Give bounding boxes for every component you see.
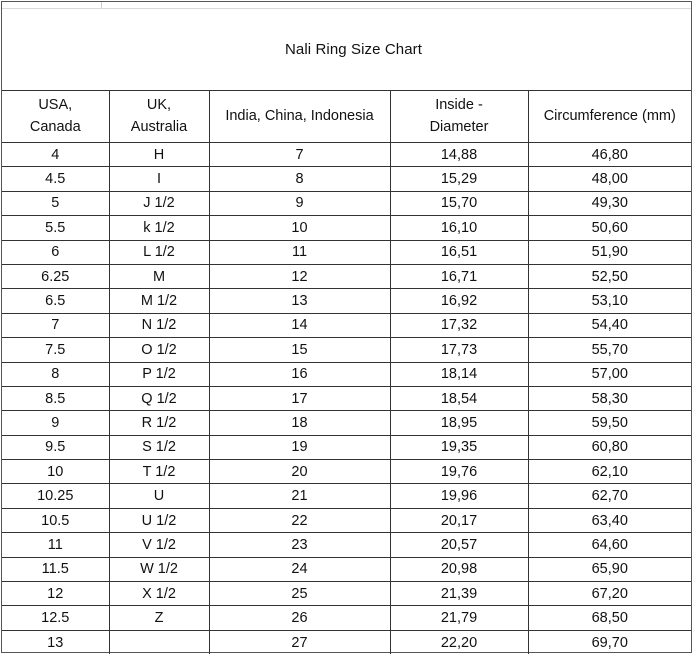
table-row <box>2 557 691 581</box>
header-circumference-label: Circumference (mm) <box>543 107 676 124</box>
india-size-cell: 20 <box>209 460 390 484</box>
uk-size-cell: V 1/2 <box>109 533 209 557</box>
uk-size-cell: J 1/2 <box>109 191 209 215</box>
diameter-cell: 15,70 <box>390 191 528 215</box>
table-row <box>2 582 691 606</box>
diameter-cell: 16,92 <box>390 289 528 313</box>
india-size-cell: 10 <box>209 216 390 240</box>
circumference-cell: 59,50 <box>528 411 691 435</box>
usa-size-cell: 5 <box>2 191 109 215</box>
usa-size-cell: 11.5 <box>2 557 109 581</box>
india-size-cell: 9 <box>209 191 390 215</box>
uk-size-cell: M <box>109 264 209 288</box>
india-size-cell: 8 <box>209 167 390 191</box>
india-size-cell: 12 <box>209 264 390 288</box>
uk-size-cell: I <box>109 167 209 191</box>
header-india-label: India, China, Indonesia <box>225 107 374 124</box>
uk-size-cell: R 1/2 <box>109 411 209 435</box>
india-size-cell: 7 <box>209 143 390 167</box>
india-size-cell: 16 <box>209 362 390 386</box>
table-row <box>2 289 691 313</box>
header-usa-canada <box>2 91 109 143</box>
usa-size-cell: 10 <box>2 460 109 484</box>
uk-size-cell: N 1/2 <box>109 313 209 337</box>
usa-size-cell: 6 <box>2 240 109 264</box>
diameter-cell: 20,98 <box>390 557 528 581</box>
diameter-cell: 20,17 <box>390 508 528 532</box>
india-size-cell: 15 <box>209 338 390 362</box>
header-uk-australia <box>109 91 209 143</box>
circumference-cell: 51,90 <box>528 240 691 264</box>
diameter-cell: 19,76 <box>390 460 528 484</box>
uk-size-cell: H <box>109 143 209 167</box>
uk-size-cell: L 1/2 <box>109 240 209 264</box>
diameter-cell: 21,39 <box>390 582 528 606</box>
table-row <box>2 606 691 630</box>
usa-size-cell: 7 <box>2 313 109 337</box>
uk-size-cell: k 1/2 <box>109 216 209 240</box>
table-row <box>2 338 691 362</box>
table-row <box>2 362 691 386</box>
table-row <box>2 216 691 240</box>
circumference-cell: 58,30 <box>528 386 691 410</box>
india-size-cell: 22 <box>209 508 390 532</box>
table-row <box>2 264 691 288</box>
circumference-cell: 49,30 <box>528 191 691 215</box>
india-size-cell: 27 <box>209 630 390 654</box>
usa-size-cell: 4.5 <box>2 167 109 191</box>
table-row <box>2 411 691 435</box>
table-row <box>2 143 691 167</box>
table-row <box>2 191 691 215</box>
usa-size-cell: 4 <box>2 143 109 167</box>
circumference-cell: 48,00 <box>528 167 691 191</box>
circumference-cell: 69,70 <box>528 630 691 654</box>
diameter-cell: 19,35 <box>390 435 528 459</box>
ring-size-chart <box>1 1 692 653</box>
diameter-cell: 18,14 <box>390 362 528 386</box>
table-row <box>2 533 691 557</box>
header-inside-diameter <box>390 91 528 143</box>
circumference-cell: 64,60 <box>528 533 691 557</box>
circumference-cell: 54,40 <box>528 313 691 337</box>
uk-size-cell: Z <box>109 606 209 630</box>
uk-size-cell: U 1/2 <box>109 508 209 532</box>
diameter-cell: 21,79 <box>390 606 528 630</box>
diameter-cell: 17,32 <box>390 313 528 337</box>
diameter-cell: 17,73 <box>390 338 528 362</box>
table-row <box>2 460 691 484</box>
diameter-cell: 18,54 <box>390 386 528 410</box>
diameter-cell: 16,51 <box>390 240 528 264</box>
table-row <box>2 484 691 508</box>
header-circumference <box>528 91 691 143</box>
circumference-cell: 60,80 <box>528 435 691 459</box>
usa-size-cell: 6.5 <box>2 289 109 313</box>
usa-size-cell: 9.5 <box>2 435 109 459</box>
india-size-cell: 21 <box>209 484 390 508</box>
usa-size-cell: 9 <box>2 411 109 435</box>
india-size-cell: 24 <box>209 557 390 581</box>
usa-size-cell: 10.25 <box>2 484 109 508</box>
india-size-cell: 19 <box>209 435 390 459</box>
uk-size-cell: M 1/2 <box>109 289 209 313</box>
india-size-cell: 17 <box>209 386 390 410</box>
diameter-cell: 20,57 <box>390 533 528 557</box>
diameter-cell: 22,20 <box>390 630 528 654</box>
india-size-cell: 23 <box>209 533 390 557</box>
chart-title: Nali Ring Size Chart <box>284 40 423 58</box>
circumference-cell: 62,70 <box>528 484 691 508</box>
uk-size-cell: X 1/2 <box>109 582 209 606</box>
header-usa-line1: USA, <box>38 96 73 113</box>
size-table <box>2 91 691 654</box>
diameter-cell: 18,95 <box>390 411 528 435</box>
table-row <box>2 386 691 410</box>
diameter-cell: 16,10 <box>390 216 528 240</box>
diameter-cell: 19,96 <box>390 484 528 508</box>
header-inside-line2: Diameter <box>429 118 489 135</box>
circumference-cell: 68,50 <box>528 606 691 630</box>
circumference-cell: 63,40 <box>528 508 691 532</box>
circumference-cell: 57,00 <box>528 362 691 386</box>
circumference-cell: 65,90 <box>528 557 691 581</box>
uk-size-cell: Q 1/2 <box>109 386 209 410</box>
uk-size-cell: P 1/2 <box>109 362 209 386</box>
usa-size-cell: 8 <box>2 362 109 386</box>
diameter-cell: 15,29 <box>390 167 528 191</box>
uk-size-cell: W 1/2 <box>109 557 209 581</box>
title-area <box>2 8 691 91</box>
table-row <box>2 240 691 264</box>
circumference-cell: 55,70 <box>528 338 691 362</box>
table-row <box>2 167 691 191</box>
india-size-cell: 25 <box>209 582 390 606</box>
uk-size-cell: O 1/2 <box>109 338 209 362</box>
circumference-cell: 52,50 <box>528 264 691 288</box>
table-row <box>2 630 691 654</box>
uk-size-cell: U <box>109 484 209 508</box>
india-size-cell: 26 <box>209 606 390 630</box>
header-uk-line1: UK, <box>146 96 172 113</box>
usa-size-cell: 12 <box>2 582 109 606</box>
usa-size-cell: 7.5 <box>2 338 109 362</box>
diameter-cell: 16,71 <box>390 264 528 288</box>
circumference-cell: 46,80 <box>528 143 691 167</box>
uk-size-cell: S 1/2 <box>109 435 209 459</box>
usa-size-cell: 5.5 <box>2 216 109 240</box>
india-size-cell: 13 <box>209 289 390 313</box>
usa-size-cell: 11 <box>2 533 109 557</box>
usa-size-cell: 6.25 <box>2 264 109 288</box>
uk-size-cell <box>109 630 209 654</box>
usa-size-cell: 10.5 <box>2 508 109 532</box>
table-row <box>2 435 691 459</box>
header-india-china-indonesia <box>209 91 390 143</box>
circumference-cell: 62,10 <box>528 460 691 484</box>
header-uk-line2: Australia <box>130 118 188 135</box>
header-inside-line1: Inside - <box>435 96 483 113</box>
circumference-cell: 50,60 <box>528 216 691 240</box>
usa-size-cell: 8.5 <box>2 386 109 410</box>
usa-size-cell: 13 <box>2 630 109 654</box>
usa-size-cell: 12.5 <box>2 606 109 630</box>
table-row <box>2 508 691 532</box>
header-row <box>2 91 691 143</box>
header-usa-line2: Canada <box>29 118 81 135</box>
diameter-cell: 14,88 <box>390 143 528 167</box>
table-row <box>2 313 691 337</box>
india-size-cell: 14 <box>209 313 390 337</box>
uk-size-cell: T 1/2 <box>109 460 209 484</box>
table-body <box>2 143 691 655</box>
circumference-cell: 67,20 <box>528 582 691 606</box>
india-size-cell: 11 <box>209 240 390 264</box>
circumference-cell: 53,10 <box>528 289 691 313</box>
india-size-cell: 18 <box>209 411 390 435</box>
